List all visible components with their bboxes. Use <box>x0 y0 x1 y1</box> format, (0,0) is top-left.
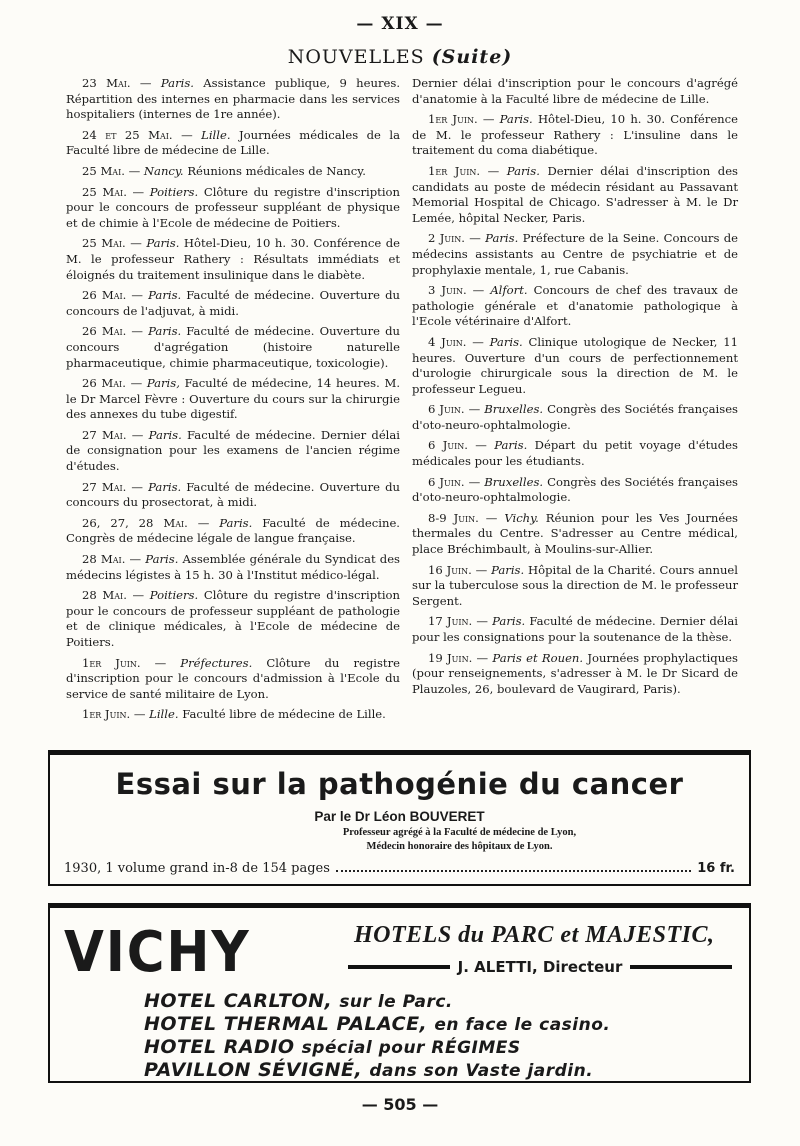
news-entry: 16 Juin. — Paris. Hôpital de la Charité. Cours annuel sur la tuberculose sous la direction de M. le professeur Sergent. <box>412 562 738 608</box>
entry-city: Paris. <box>148 479 182 494</box>
entry-date: 25 Mai. <box>82 236 126 251</box>
hotel-item <box>144 1036 610 1059</box>
news-entry: 1er Juin. — Paris. Hôtel-Dieu, 10 h. 30. Conférence de M. le professeur Rathery : L'insuline dans le traitement du coma diabétique. <box>412 112 738 158</box>
entry-text: Départ du petit voyage d'études médicales pour les étudiants. <box>412 438 738 469</box>
entry-city: Paris. <box>494 438 528 453</box>
entry-city: Paris. <box>148 324 182 339</box>
entry-city: Paris. <box>485 231 519 246</box>
entry-text: Faculté libre de médecine de Lille. <box>182 707 386 722</box>
hotel-item <box>144 990 610 1013</box>
entry-text: Dernier délai d'inscription pour le concours d'agrégé d'anatomie à la Faculté libre de médecine de Lille. <box>412 76 738 106</box>
news-entry: 26 Mai. — Paris, Faculté de médecine, 14 heures. M. le Dr Marcel Fèvre : Ouverture du cours sur la chirurgie des annexes du tube digestif. <box>66 376 401 422</box>
entry-city: Poitiers. <box>149 184 199 199</box>
entry-text: Hôpital de la Charité. Cours annuel sur la tuberculose sous la direction de M. le professeur Sergent. <box>412 562 738 608</box>
entry-date: 26, 27, 28 Mai. <box>82 515 188 530</box>
news-entry: 24 et 25 Mai. — Lille. Journées médicales de la Faculté libre de médecine de Lille. <box>66 127 401 158</box>
entry-city: Bruxelles. <box>484 402 544 417</box>
entry-city: Paris. <box>492 614 526 629</box>
entry-date: 26 Mai. <box>82 288 127 303</box>
entry-text: Faculté de médecine. Congrès de médecine légale de langue française. <box>66 515 400 546</box>
entry-date: 19 Juin. <box>428 650 473 665</box>
entry-city: Paris. <box>491 562 525 577</box>
entry-text: Préfecture de la Seine. Concours de médecins assistants au Centre de psychiatrie et de prophylaxie mentale, 1, rue Cabanis. <box>412 231 739 277</box>
entry-date: 27 Mai. <box>82 427 127 442</box>
entry-city: Lille. <box>149 707 179 722</box>
news-entry: 1er Juin. — Préfectures. Clôture du registre d'inscription pour le concours d'admission à l'Ecole du service de santé militaire de Lyon. <box>66 655 400 701</box>
entry-date: 16 Juin. <box>428 562 472 577</box>
entry-text: Hôtel-Dieu, 10 h. 30. Conférence de M. le professeur Rathery : Résultats immédiats et éloignés du traitement insulinique dans le diabète. <box>66 236 400 282</box>
entry-text: Clôture du registre d'inscription pour le concours d'admission à l'Ecole du service de santé militaire de Lyon. <box>66 655 400 701</box>
entry-date: 17 Juin. <box>428 614 473 629</box>
news-entry: 25 Mai. — Nancy. Réunions médicales de Nancy. <box>82 163 366 178</box>
book-price: 16 fr. <box>697 861 735 876</box>
entry-city: Paris. <box>145 552 179 567</box>
director-line <box>340 958 740 976</box>
book-details: 1930, 1 volume grand in-8 de 154 pages <box>64 861 330 876</box>
entry-date: 4 Juin. <box>428 334 467 349</box>
book-details-row <box>64 861 735 876</box>
entry-city: Paris. <box>160 76 194 90</box>
news-entry: 6 Juin. — Paris. Départ du petit voyage d'études médicales pour les étudiants. <box>412 438 738 469</box>
entry-text: Assemblée générale du Syndicat des médecins légistes à 15 h. 30 à l'Institut médico-légal. <box>66 552 401 582</box>
news-entry: 25 Mai. — Paris. Hôtel-Dieu, 10 h. 30. Conférence de M. le professeur Rathery : Résultats immédiats et éloignés du traitement insulinique dans le diabète. <box>66 236 400 282</box>
hotel-item <box>144 1013 610 1036</box>
hotel-name: HOTEL THERMAL PALACE, <box>144 1013 428 1035</box>
book-advertisement <box>48 750 751 886</box>
section-title-main: NOUVELLES <box>287 46 425 68</box>
hotel-list <box>144 990 610 1082</box>
entry-date: 6 Juin. <box>428 474 465 489</box>
entry-city: Paris. <box>219 515 253 530</box>
entry-date: 28 Mai. <box>82 588 127 603</box>
rule-right <box>630 965 732 969</box>
news-entry: 6 Juin. — Bruxelles. Congrès des Sociétés françaises d'oto-neuro-ophtalmologie. <box>412 474 739 505</box>
entry-city: Paris, <box>146 376 180 391</box>
entry-text: Congrès des Sociétés françaises d'oto-neuro-ophtalmologie. <box>412 402 739 432</box>
hotel-name: HOTEL RADIO <box>144 1036 295 1058</box>
hotel-item <box>144 1059 610 1082</box>
entry-text: Dernier délai d'inscription des candidats au poste de médecin résidant au Passavant Memorial Hospital de Chicago. S'adresser à M. le Dr Lemée, hôpital Necker, Paris. <box>412 163 738 225</box>
entry-text: Concours de chef des travaux de pathologie générale et d'anatomie pathologique à l'Ecole vétérinaire d'Alfort. <box>412 283 738 329</box>
dot-leader <box>336 870 691 872</box>
entry-city: Vichy. <box>504 510 539 525</box>
entry-text: Faculté de médecine. Ouverture du concours du prosectorat, à midi. <box>66 479 400 510</box>
entry-city: Lille. <box>201 127 231 142</box>
entry-city: Poitiers. <box>149 588 199 603</box>
entry-text: Faculté de médecine. Dernier délai pour les consignations pour la soutenance de la thèse. <box>412 614 738 644</box>
entry-city: Paris. <box>146 236 180 251</box>
page-roman-numeral: — XIX — <box>356 14 444 34</box>
entry-city: Paris et Rouen. <box>492 650 584 665</box>
section-title-suffix: (Suite) <box>431 46 513 68</box>
hotel-name: HOTEL CARLTON, <box>144 990 333 1012</box>
news-entry: 23 Mai. — Paris. Assistance publique, 9 heures. Répartition des internes en pharmacie dans les services hospitaliers (internes de 1re année). <box>66 76 401 122</box>
rule-left <box>348 965 450 969</box>
news-entry: 19 Juin. — Paris et Rouen. Journées prophylactiques (pour renseignements, s'adresser à M. le Dr Sicard de Plauzoles, 26, boulevard de Vaugirard, Paris). <box>412 650 738 696</box>
news-entry: 6 Juin. — Bruxelles. Congrès des Sociétés françaises d'oto-neuro-ophtalmologie. <box>412 402 739 432</box>
entry-city: Paris. <box>499 112 533 127</box>
book-author: Par le Dr Léon BOUVERET <box>314 809 485 824</box>
entry-date: 8-9 Juin. <box>428 510 479 525</box>
entry-city: Alfort. <box>490 283 528 298</box>
entry-text: Faculté de médecine. Dernier délai de consignation pour les examens de l'ancien régime d'études. <box>66 427 401 474</box>
entry-date: 25 Mai. <box>82 184 127 199</box>
section-title <box>0 46 800 68</box>
entry-date: 28 Mai. <box>82 552 126 567</box>
news-entry: 28 Mai. — Paris. Assemblée générale du Syndicat des médecins légistes à 15 h. 30 à l'Institut médico-légal. <box>66 552 401 582</box>
news-entry: 4 Juin. — Paris. Clinique utologique de Necker, 11 heures. Ouverture d'un cours de perfectionnement d'urologie chirurgicale sous la direction de M. le professeur Legueu. <box>412 334 738 396</box>
entry-date: 1er Juin. <box>82 707 131 722</box>
entry-text: Journées prophylactiques (pour renseignements, s'adresser à M. le Dr Sicard de Plauzoles, 26, boulevard de Vaugirard, Paris). <box>412 650 738 696</box>
left-news-column <box>66 76 400 728</box>
entry-city: Bruxelles. <box>484 474 544 489</box>
entry-text: Clinique utologique de Necker, 11 heures. Ouverture d'un cours de perfectionnement d'urologie chirurgicale sous la direction de M. le professeur Legueu. <box>412 334 738 396</box>
entry-date: 23 Mai. <box>82 76 131 90</box>
page-number: — 505 — <box>361 1095 439 1114</box>
news-entry: 27 Mai. — Paris. Faculté de médecine. Dernier délai de consignation pour les examens de l'ancien régime d'études. <box>66 427 401 474</box>
entry-text: Congrès des Sociétés françaises d'oto-neuro-ophtalmologie. <box>412 474 739 505</box>
entry-city: Paris. <box>489 334 523 349</box>
entry-city: Paris. <box>148 288 182 303</box>
news-entry: 28 Mai. — Poitiers. Clôture du registre d'inscription pour le concours de professeur suppléant de pathologie et de clinique médicales, à l'Ecole de médecine de Poitiers. <box>66 588 400 649</box>
news-entry: 17 Juin. — Paris. Faculté de médecine. Dernier délai pour les consignations pour la soutenance de la thèse. <box>412 614 738 644</box>
entry-text: Assistance publique, 9 heures. Répartition des internes en pharmacie dans les services hospitaliers (internes de 1re année). <box>66 76 401 122</box>
vichy-hotels-advertisement <box>48 903 751 1083</box>
entry-text: Clôture du registre d'inscription pour le concours de professeur suppléant de pathologie et de clinique médicales, à l'Ecole de médecine de Poitiers. <box>66 588 400 649</box>
vichy-wordmark: VICHY <box>64 920 251 985</box>
entry-date: 1er Juin. <box>82 655 141 670</box>
hotel-location: en face le casino. <box>434 1015 611 1035</box>
entry-city: Paris. <box>148 427 182 442</box>
entry-text: Réunions médicales de Nancy. <box>187 163 366 178</box>
entry-text: Clôture du registre d'inscription pour le concours de professeur suppléant de physique et de chimie à l'Ecole de médecine de Poitiers. <box>66 184 400 230</box>
entry-date: 27 Mai. <box>82 479 127 494</box>
director-name: J. ALETTI, Directeur <box>457 958 623 976</box>
entry-date: 26 Mai. <box>82 324 127 339</box>
news-entry: 8-9 Juin. — Vichy. Réunion pour les Ves Journées thermales du Centre. S'adresser au Centre médical, place Bréchimbault, à Moulins-sur-Allier. <box>412 510 739 557</box>
entry-text: Journées médicales de la Faculté libre de médecine de Lille. <box>66 127 401 158</box>
hotel-location: spécial pour RÉGIMES <box>301 1038 521 1058</box>
book-title: Essai sur la pathogénie du cancer <box>115 767 684 801</box>
news-entry: 26 Mai. — Paris. Faculté de médecine. Ouverture du concours d'agrégation (histoire naturelle pharmaceutique, chimie pharmaceutique, toxicologie). <box>66 324 400 370</box>
news-entry: 25 Mai. — Poitiers. Clôture du registre d'inscription pour le concours de professeur suppléant de physique et de chimie à l'Ecole de médecine de Poitiers. <box>66 184 400 230</box>
news-entry: 26, 27, 28 Mai. — Paris. Faculté de médecine. Congrès de médecine légale de langue française. <box>66 515 400 546</box>
entry-text: Faculté de médecine. Ouverture du concours d'agrégation (histoire naturelle pharmaceutique, chimie pharmaceutique, toxicologie). <box>66 324 400 370</box>
author-affiliation-line: Médecin honoraire des hôpitaux de Lyon. <box>366 841 553 852</box>
entry-text: Réunion pour les Ves Journées thermales du Centre. S'adresser au Centre médical, place Bréchimbault, à Moulins-sur-Allier. <box>412 510 739 557</box>
entry-date: 6 Juin. <box>428 438 468 453</box>
news-entry: 1er Juin. — Paris. Dernier délai d'inscription des candidats au poste de médecin résidant au Passavant Memorial Hospital de Chicago. S'adresser à M. le Dr Lemée, hôpital Necker, Paris. <box>412 163 738 225</box>
entry-date: 26 Mai. <box>82 376 126 391</box>
news-entry: 27 Mai. — Paris. Faculté de médecine. Ouverture du concours du prosectorat, à midi. <box>66 479 400 510</box>
entry-date: 24 et 25 Mai. <box>82 127 173 142</box>
hotels-heading: HOTELS du PARC et MAJESTIC, <box>354 922 715 948</box>
hotel-name: PAVILLON SÉVIGNÉ, <box>144 1059 363 1081</box>
hotel-location: dans son Vaste jardin. <box>369 1061 594 1081</box>
entry-text: Faculté de médecine. Ouverture du concours de l'adjuvat, à midi. <box>66 288 400 318</box>
entry-text: Hôtel-Dieu, 10 h. 30. Conférence de M. le professeur Rathery : L'insuline dans le traitement du coma diabétique. <box>412 112 738 158</box>
entry-city: Paris. <box>506 163 540 178</box>
entry-date: 6 Juin. <box>428 402 465 417</box>
author-title-line: Professeur agrégé à la Faculté de médecine de Lyon, <box>342 827 577 838</box>
entry-date: 25 Mai. <box>82 163 125 178</box>
right-news-column <box>412 76 738 702</box>
news-entry: 3 Juin. — Alfort. Concours de chef des travaux de pathologie générale et d'anatomie pathologique à l'Ecole vétérinaire d'Alfort. <box>412 283 738 329</box>
entry-city: Préfectures. <box>180 655 253 670</box>
entry-text: Faculté de médecine, 14 heures. M. le Dr Marcel Fèvre : Ouverture du cours sur la chirurgie des annexes du tube digestif. <box>66 376 401 422</box>
entry-date: 1er Juin. <box>428 163 481 178</box>
entry-date: 1er Juin. <box>428 112 478 127</box>
news-entry <box>412 76 738 107</box>
news-entry: 2 Juin. — Paris. Préfecture de la Seine. Concours de médecins assistants au Centre de psychiatrie et de prophylaxie mentale, 1, rue Cabanis. <box>412 231 739 277</box>
entry-city: Nancy. <box>143 163 184 178</box>
hotel-location: sur le Parc. <box>339 992 453 1012</box>
entry-date: 3 Juin. <box>428 283 467 298</box>
news-entry: 1er Juin. — Lille. Faculté libre de médecine de Lille. <box>82 707 386 722</box>
news-entry: 26 Mai. — Paris. Faculté de médecine. Ouverture du concours de l'adjuvat, à midi. <box>66 288 400 318</box>
entry-date: 2 Juin. <box>428 231 465 246</box>
